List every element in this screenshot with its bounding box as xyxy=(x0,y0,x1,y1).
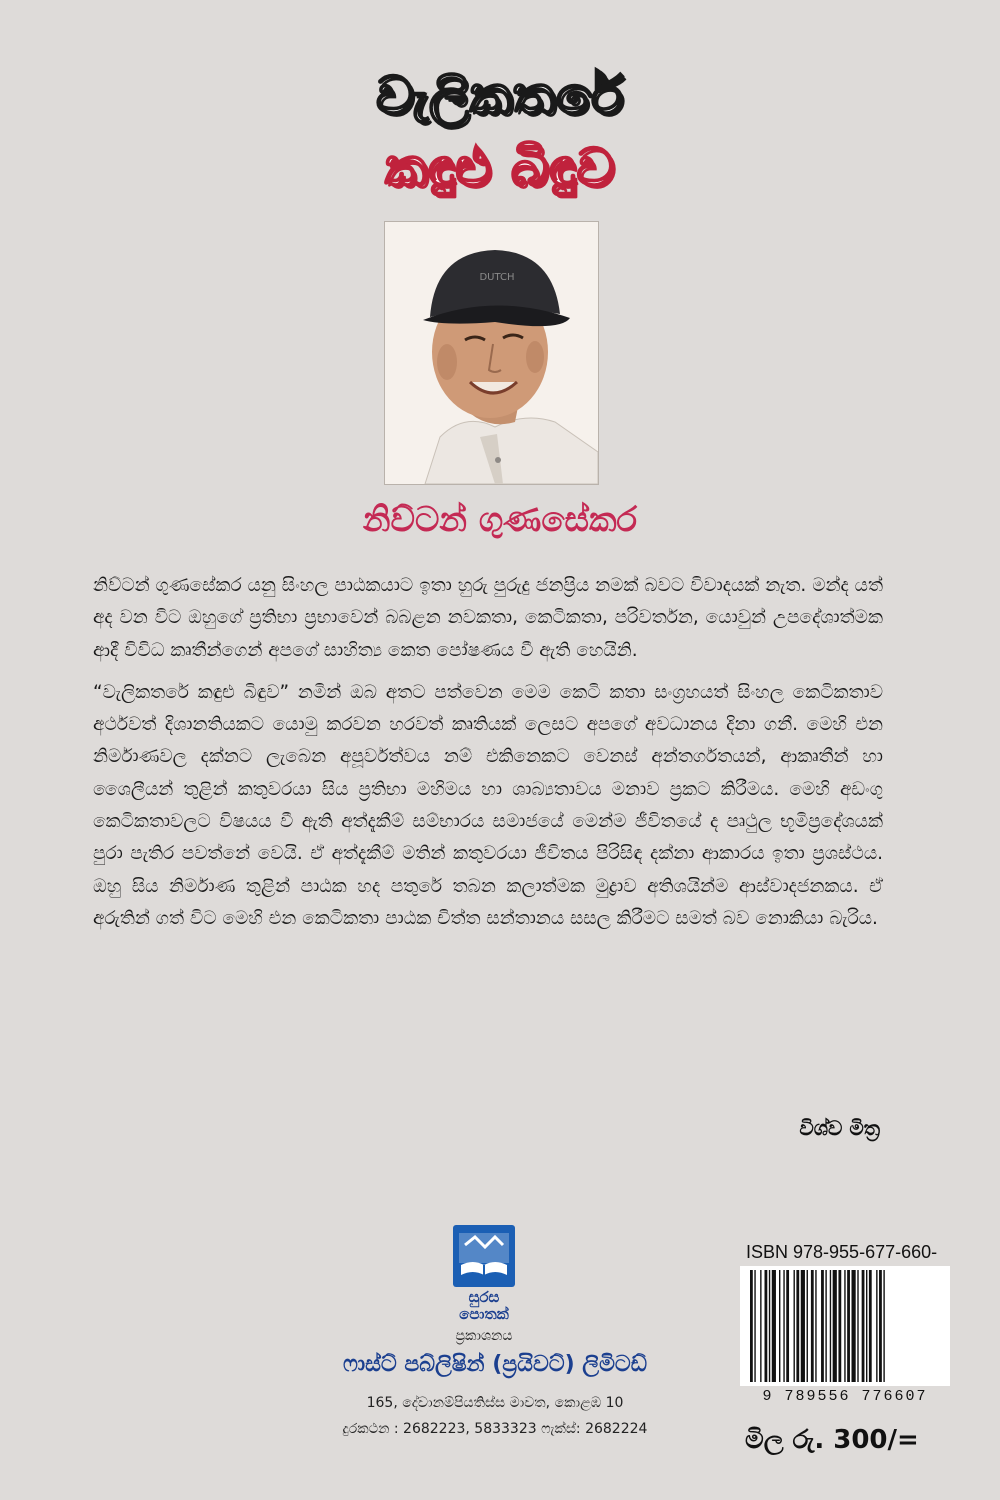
barcode-bar xyxy=(833,1270,837,1382)
barcode-bar xyxy=(844,1270,845,1382)
barcode-bars xyxy=(748,1270,942,1382)
barcode-bar xyxy=(883,1270,884,1382)
logo-text-line-1: සුරස xyxy=(468,1288,500,1306)
barcode-bar xyxy=(847,1270,850,1382)
book-title xyxy=(330,60,670,210)
blurb-paragraph-1: නිව්ටන් ගුණසේකර යනු සිංහල පාඨකයාට ඉතා හුරු පුරුදු ජනප්‍රිය නමක් බවට විවාදයක් නැත. මන්ද යත් අද වන විට ඔහුගේ ප්‍රතිභා ප්‍රභාවෙන් බබළන නවකතා, කෙටිකතා, පරිවර්තන, යොවුන් උපදේශාත්මක ආදී විවිධ කෘතීන්ගෙන් අපගේ සාහිත්‍ය කෙත පෝෂණය වී ඇති හෙයිනි. xyxy=(93,575,883,661)
barcode-bar xyxy=(760,1270,761,1382)
barcode-bar xyxy=(794,1270,795,1382)
author-photo xyxy=(385,222,598,484)
barcode-bar xyxy=(783,1270,784,1382)
barcode-bar xyxy=(825,1270,826,1382)
logo-wordmark xyxy=(447,1289,521,1323)
reviewer-name: විශ්ව මිත්‍ර xyxy=(799,1116,880,1140)
barcode-bar xyxy=(866,1270,867,1382)
barcode-bar xyxy=(811,1270,814,1382)
barcode-bar xyxy=(772,1270,776,1382)
barcode-bar xyxy=(838,1270,841,1382)
barcode-bar xyxy=(779,1270,780,1382)
barcode-bar xyxy=(786,1270,789,1382)
logo-subtitle: ප්‍රකාශනය xyxy=(455,1328,513,1344)
publisher-logo xyxy=(415,1225,555,1345)
barcode-bar xyxy=(807,1270,808,1382)
barcode-bar xyxy=(852,1270,856,1382)
barcode-bar xyxy=(750,1270,753,1382)
blurb-paragraph-2: “වැලිකතරේ කඳුළු බිඳුව” නමින් ඔබ අතට පත්වෙන මෙම කෙටි කතා සංග්‍රහයත් සිංහල කෙටිකතාව අර්ථවත් දිශානතියකට යොමු කරවන හරවත් කෘතියක් ලෙසට අපගේ අවධානය දිනා ගනී. මෙහි එන නිර්මාණවල දක්නට ලැබෙන අපූර්වත්වය නම් එකිනෙකට වෙනස් අන්තර්ගතයන්, ආකෘතීන් හා ශෛලීයන් තුළින් කතුවරයා සිය ප්‍රතිභා මහිමය හා ශාබ්‍යතාවය මනාව ප්‍රකට කිරීමය. මෙහි අඩංගු කෙටිකතාවලට විෂයය වී ඇති අත්දැකීම් සම්භාරය සමාජයේ මෙන්ම ජීවිතයේ ද පෘථුල භූමිප්‍රදේශයක් පුරා පැතිර පවත්නේ වෙයි. ඒ අත්දැකීම් මතින් කතුවරයා ජීවිතය පිරිසිඳ දක්නා ආකාරය ඉතා ප්‍රශස්ථය. ඔහු සිය නිර්මාණ තුළින් පාඨක හද පතුරේ තබන කලාත්මක මුද්‍රාව අතිශයින්ම ආස්වාදජනකය. ඒ අරුතින් ගත් විට මෙහි එන කෙටිකතා පාඨක චිත්ත සන්තානය සසල කිරීමට සමත් බව නොකියා බැරිය. xyxy=(93,681,883,929)
barcode-bar xyxy=(821,1270,824,1382)
barcode-digits: 9 789556 776607 xyxy=(762,1388,928,1405)
barcode-bar xyxy=(769,1270,770,1382)
barcode-bar xyxy=(754,1270,755,1382)
barcode-bar xyxy=(801,1270,805,1382)
barcode-bar xyxy=(862,1270,865,1382)
barcode-bar xyxy=(876,1270,877,1382)
logo-text-line-2: පොතක් xyxy=(459,1305,509,1323)
publisher-address: 165, දේවානම්පියතිස්ස මාවත, කොළඹ 10 xyxy=(366,1395,624,1411)
title-line-1: වැලිකතරේ xyxy=(376,66,624,126)
barcode-bar xyxy=(815,1270,816,1382)
author-name: නිව්ටන් ගුණසේකර xyxy=(362,500,638,540)
open-book-icon xyxy=(453,1225,515,1287)
title-line-2: කඳුළු බිඳුව xyxy=(384,138,616,198)
author-photo-illustration xyxy=(385,222,598,484)
barcode-bar xyxy=(869,1270,872,1382)
svg-text:DUTCH: DUTCH xyxy=(479,272,515,283)
price: මිල රු. 300/= xyxy=(745,1425,919,1455)
publisher-name: ෆාස්ට් පබ්ලිෂින් (ප්‍රයිවට්) ලිමිටඩ් xyxy=(342,1352,648,1377)
publisher-phone: දුරකථන : 2682223, 5833323 ෆැක්ස්: 2682224 xyxy=(342,1421,648,1437)
barcode xyxy=(740,1266,950,1386)
barcode-bar xyxy=(830,1270,831,1382)
barcode-bar xyxy=(765,1270,768,1382)
barcode-bar xyxy=(879,1270,882,1382)
back-cover-blurb xyxy=(93,570,883,945)
isbn-label: ISBN 978-955-677-660- xyxy=(746,1242,938,1262)
barcode-bar xyxy=(857,1270,858,1382)
barcode-bar xyxy=(796,1270,799,1382)
